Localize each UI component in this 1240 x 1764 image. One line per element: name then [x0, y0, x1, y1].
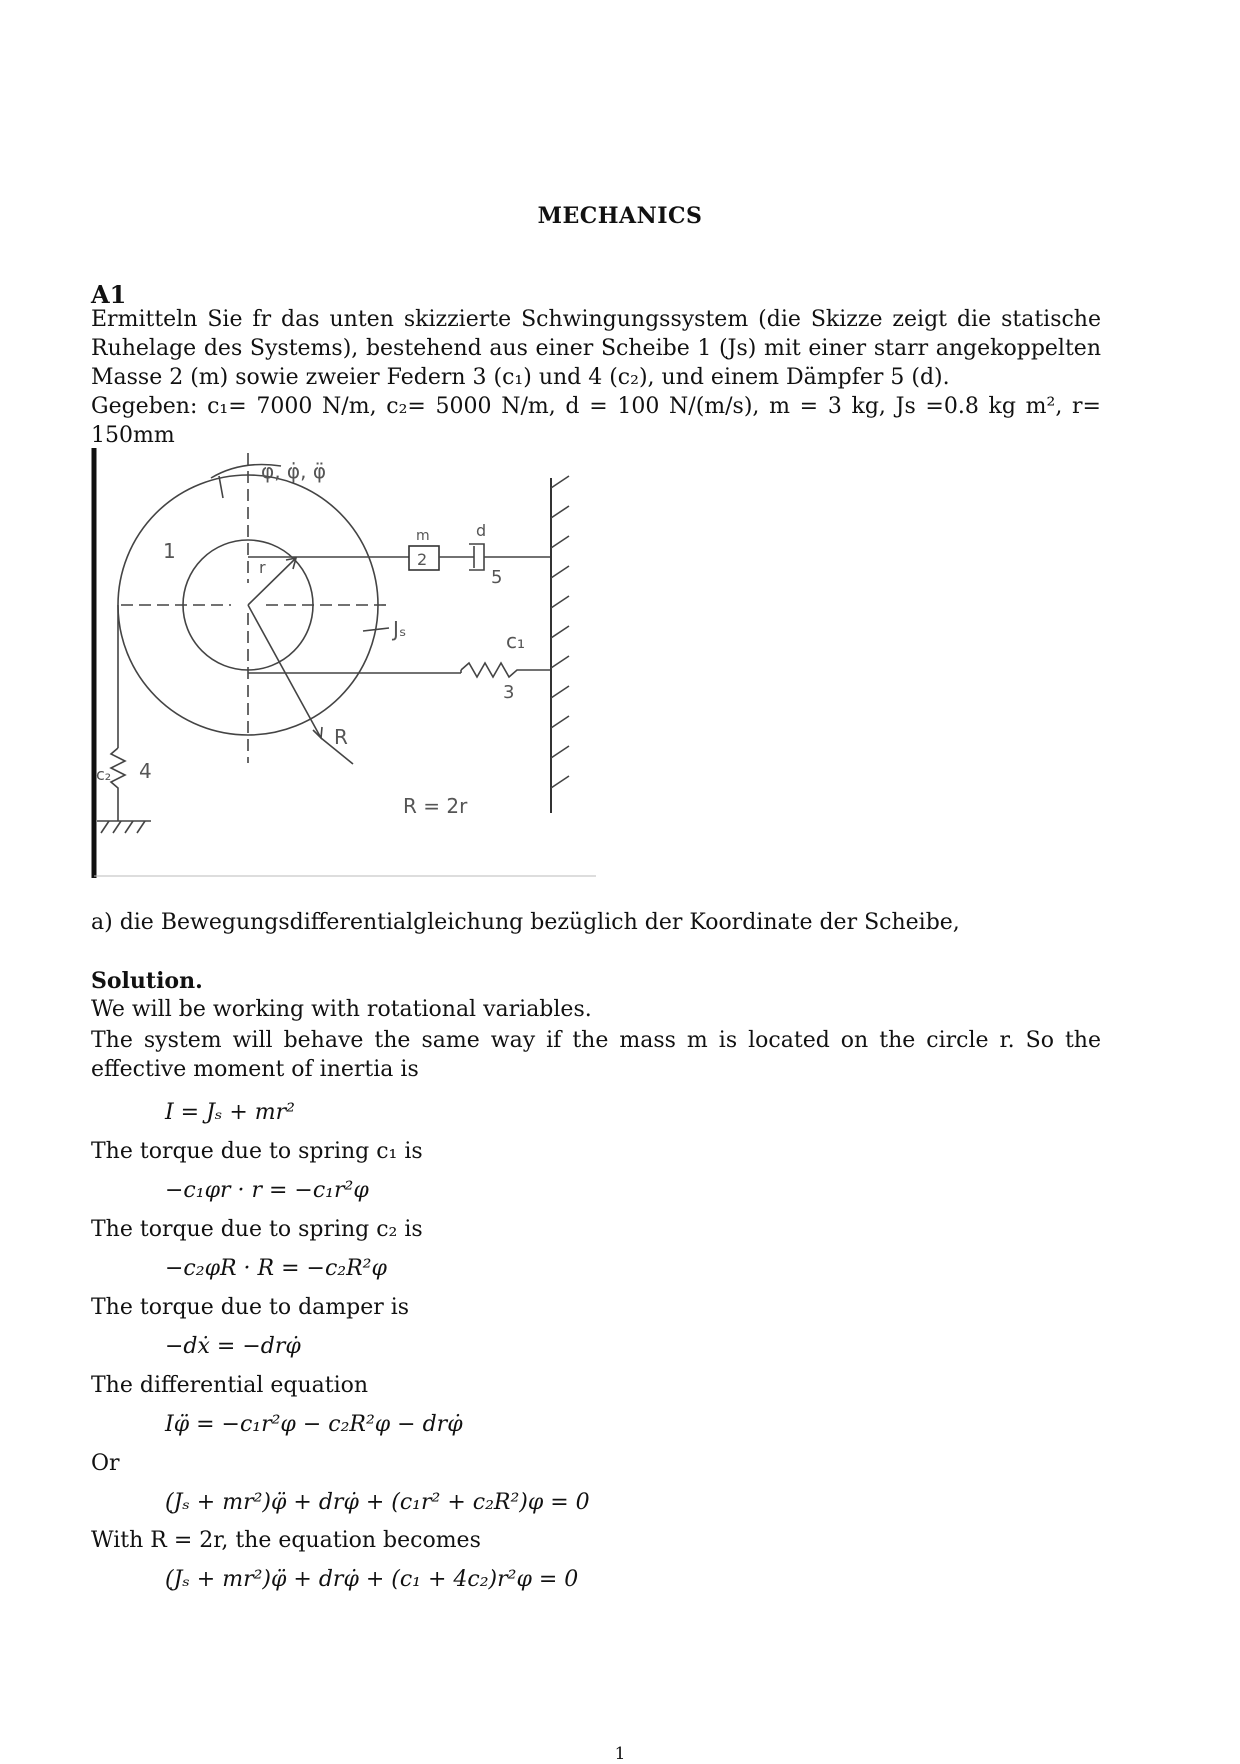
or-text: Or — [91, 1451, 120, 1476]
problem-statement: Ermitteln Sie fr das unten skizzierte Schwingungssystem (die Skizze zeigt die statische Ruhelage des Systems), bestehend aus einer Scheibe 1 (Js) mit einer starr angekoppelten Masse 2 (m) sowie zweier Federn 3 (c₁) und 4 (c₂), und einem Dämpfer 5 (d). — [91, 307, 1101, 390]
label-angle: φ, φ̇, φ̈ — [261, 459, 327, 483]
spring-c1 — [461, 663, 551, 677]
label-mass: 2 — [417, 550, 428, 569]
equation-torque-damper: −dẋ = −drφ̇ — [165, 1334, 301, 1359]
equation-diffeq: Iφ̈ = −c₁r²φ − c₂R²φ − drφ̇ — [165, 1412, 463, 1437]
diffeq-text: The differential equation — [91, 1373, 369, 1398]
solution-heading: Solution. — [91, 968, 203, 994]
label-spring2-symbol: c₂ — [96, 765, 112, 784]
label-damper-symbol: d — [476, 521, 487, 540]
equation-diffeq-alt: (Jₛ + mr²)φ̈ + drφ̇ + (c₁r² + c₂R²)φ = 0 — [165, 1490, 590, 1515]
equation-torque-c2: −c₂φR · R = −c₂R²φ — [165, 1256, 387, 1281]
label-spring1-symbol: c₁ — [506, 629, 526, 653]
label-small-radius: r — [259, 558, 266, 577]
label-relation: R = 2r — [403, 794, 468, 818]
torque-damper-text: The torque due to damper is — [91, 1295, 410, 1320]
page-number: 1 — [614, 1744, 626, 1764]
problem-label: A1 — [91, 280, 127, 309]
solution-intro: We will be working with rotational variables. — [91, 997, 592, 1022]
page-title: MECHANICS — [537, 203, 703, 229]
question-a: a) die Bewegungsdifferentialgleichung bezüglich der Koordinate der Scheibe, — [91, 910, 960, 935]
given-values: Gegeben: c₁= 7000 N/m, c₂= 5000 N/m, d = 100 N/(m/s), m = 3 kg, Js =0.8 kg m², r= 150mm — [91, 394, 1101, 448]
equation-final: (Jₛ + mr²)φ̈ + drφ̇ + (c₁ + 4c₂)r²φ = 0 — [165, 1567, 579, 1592]
label-spring1: 3 — [503, 682, 515, 703]
solution-effective-mass: The system will behave the same way if the mass m is located on the circle r. So the effective moment of inertia is — [91, 1028, 1101, 1082]
spring-c2 — [111, 748, 125, 821]
label-inertia: Jₛ — [393, 617, 407, 641]
radius-r-arrow — [248, 558, 296, 605]
label-disk: 1 — [163, 539, 176, 563]
equation-inertia: I = Jₛ + mr² — [165, 1100, 295, 1125]
torque-c1-text: The torque due to spring c₁ is — [91, 1139, 423, 1164]
with-text: With R = 2r, the equation becomes — [91, 1528, 481, 1553]
equation-torque-c1: −c₁φr · r = −c₁r²φ — [165, 1178, 369, 1203]
label-spring2: 4 — [139, 759, 152, 783]
torque-c2-text: The torque due to spring c₂ is — [91, 1217, 423, 1242]
label-damper: 5 — [491, 567, 503, 588]
label-mass-symbol: m — [416, 528, 430, 544]
label-large-radius: R — [334, 725, 348, 749]
system-sketch — [91, 448, 596, 878]
